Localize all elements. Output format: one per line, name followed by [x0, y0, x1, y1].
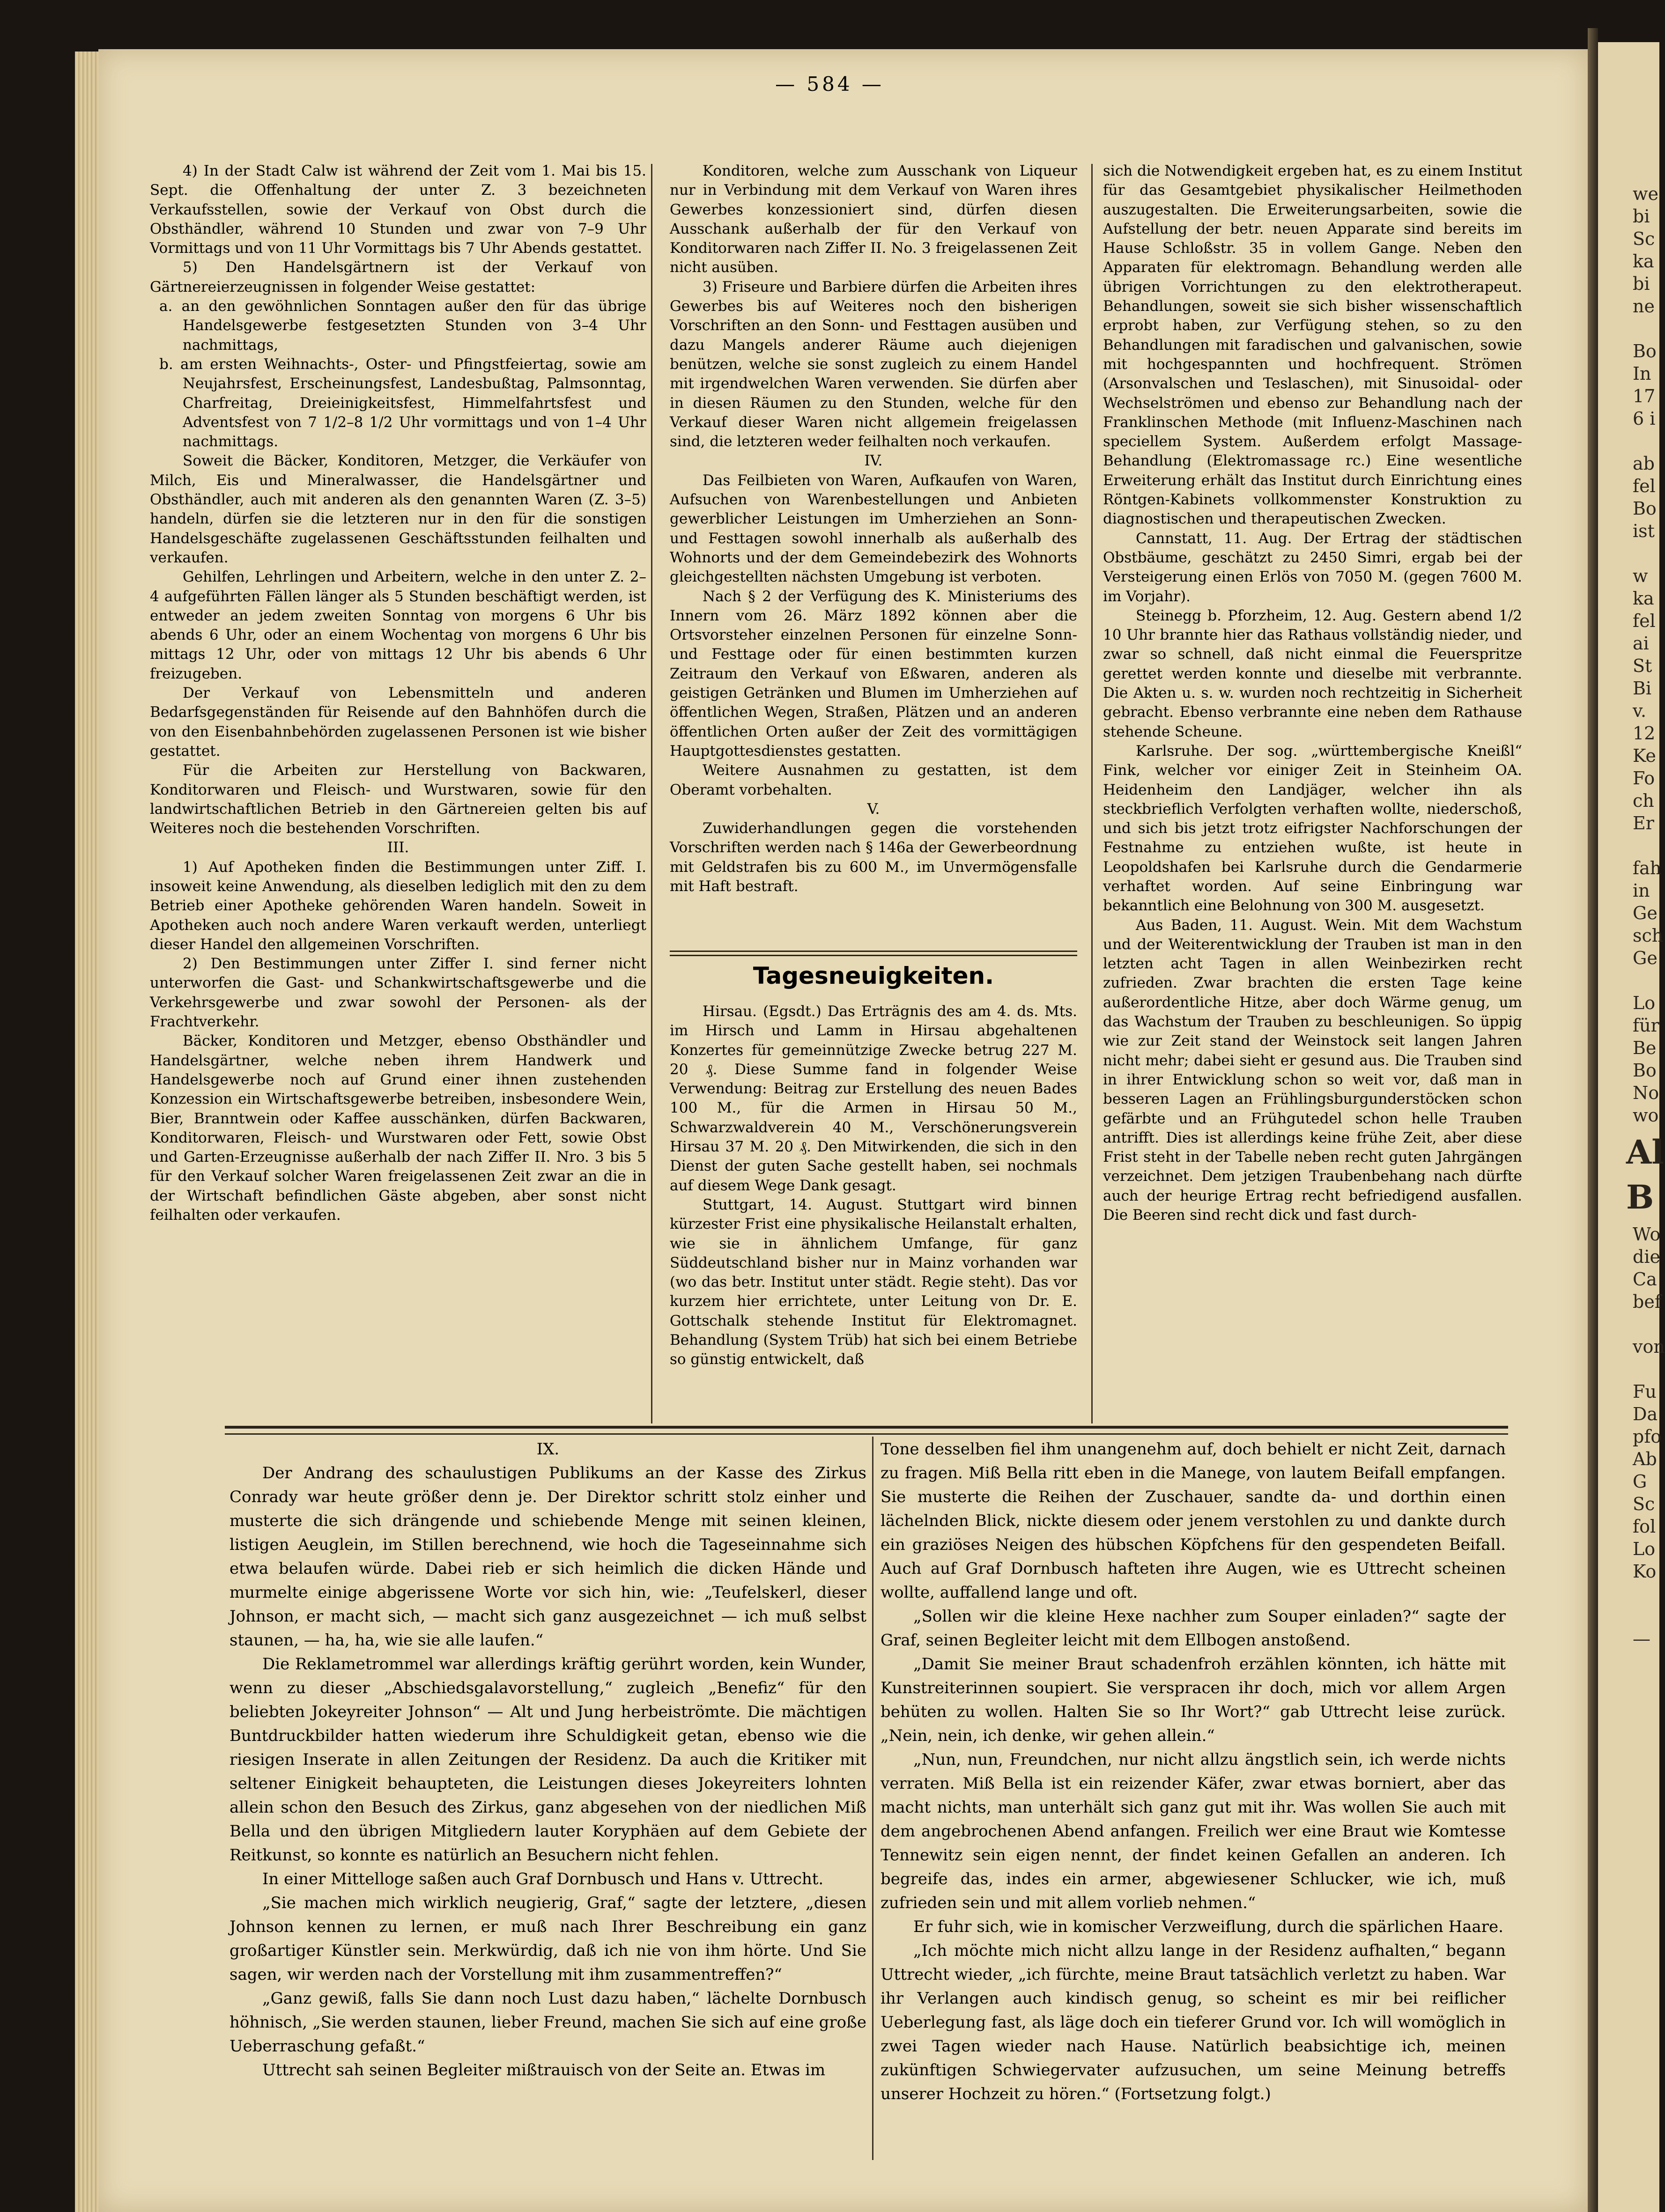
facing-page-text-fragment: we — [1633, 184, 1659, 204]
page-number: — 584 — — [775, 73, 884, 96]
facing-page-text-fragment: No — [1633, 1083, 1659, 1103]
story-paragraph: „Sollen wir die kleine Hexe nachher zum Souper einladen?“ sagte der Graf, seinen Begleiter leicht mit dem Ellbogen anstoßend. — [881, 1607, 1506, 1650]
facing-page-heading-fragment: Al — [1626, 1133, 1664, 1172]
facing-page-text-fragment: Lo — [1633, 993, 1656, 1013]
paragraph: Nach § 2 der Verfügung des K. Ministeriums des Innern vom 26. März 1892 können aber die Ortsvorsteher einzelnen Personen für einzelne Sonn- und Festtage oder für einen bestimmten kurzen Zeitraum den Verkauf von Eßwaren, anderen als geistigen Getränken und Blumen im Umherziehen auf öffentlichen Wegen, Straßen, Plätzen und an anderen öffentlichen Orten außer der Zeit des vormittägigen Hauptgottesdienstes gestatten. — [670, 588, 1077, 759]
facing-page-text-fragment: Bo — [1633, 341, 1657, 361]
article-column-3 — [1103, 162, 1522, 1421]
paragraph: 1) Auf Apotheken finden die Bestimmungen unter Ziff. I. insoweit keine Anwendung, als dieselben lediglich mit den zu dem Betrieb einer Apotheke gehörenden Waren handeln. Soweit in Apotheken auch noch andere Waren verkauft werden, unterliegt dieser Handel den allgemeinen Vorschriften. — [150, 858, 646, 953]
list-item: a. an den gewöhnlichen Sonntagen außer den für das übrige Handelsgewerbe festgesetzten Stunden von 3–4 Uhr nachmittags, — [159, 298, 646, 354]
facing-page-text-fragment: Sc — [1633, 229, 1655, 249]
story-paragraph: „Nun, nun, Freundchen, nur nicht allzu ängstlich sein, ich werde nichts verraten. Miß Bella ist ein reizender Käfer, zwar etwas borniert, aber das macht nichts, man unterhält sich ganz gut mit ihr. Was wollen Sie auch mit dem angebrochenen Abend anfangen. Freilich wer eine Braut wie Komtesse Tennewitz sein eigen nennt, der findet keinen Gefallen an anderen. Ich begreife das, indes ein armer, abgewiesener Schlucker, wie ich, muß zufrieden sein und mit allem vorlieb nehmen.“ — [881, 1750, 1506, 1912]
paragraph: Für die Arbeiten zur Herstellung von Backwaren, Konditorwaren und Fleisch- und Wurstwaren, sowie für den landwirtschaftlichen Betrieb in den Gärtnereien gelten bis auf Weiteres noch die bestehenden Vorschriften. — [150, 762, 646, 837]
section-heading: V. — [867, 800, 880, 818]
facing-page-text-fragment: Fo — [1633, 768, 1655, 789]
facing-page-text-fragment: ist — [1633, 521, 1655, 541]
facing-page-text-fragment: ch — [1633, 790, 1654, 811]
facing-page-text-fragment: fah — [1633, 858, 1662, 878]
facing-page-text-fragment: Ge — [1633, 903, 1658, 923]
paragraph: Weitere Ausnahmen zu gestatten, ist dem Oberamt vorbehalten. — [670, 762, 1077, 798]
feuilleton-rule — [225, 1426, 1508, 1435]
story-paragraph: In einer Mittelloge saßen auch Graf Dornbusch und Hans v. Uttrecht. — [262, 1870, 824, 1888]
paragraph: Konditoren, welche zum Ausschank von Liqueur nur in Verbindung mit dem Verkauf von Waren ihres Gewerbes konzessioniert sind, dürfen diesen Ausschank außerhalb der für den Verkauf von Konditorwaren nach Ziffer II. No. 3 freigelassenen Zeit nicht ausüben. — [670, 162, 1077, 276]
facing-page-text-fragment: wo — [1633, 1105, 1659, 1126]
book-spine-gutter — [1588, 28, 1598, 2212]
news-section-title: Tagesneuigkeiten. — [753, 962, 994, 989]
facing-page-text-fragment: in — [1633, 880, 1650, 901]
facing-page-text-fragment: Be — [1633, 1038, 1657, 1058]
paragraph: Bäcker, Konditoren und Metzger, ebenso Obsthändler und Handelsgärtner, welche neben ihrem Handwerk und Handelsgewerbe noch auf Grund einer ihnen zustehenden Konzession ein Wirtschaftsgewerbe betreiben, insbesondere Wein, Bier, Branntwein oder Kaffee ausschänken, dürfen Backwaren, Konditorwaren, Fleisch- und Wurstwaren oder Fett, sowie Obst und Garten-Erzeugnisse außerhalb der nach Ziffer II. Nro. 3 bis 5 für den Verkauf solcher Waren freigelassenen Zeit zwar an die in der Wirtschaft befindlichen Gäste abgeben, aber sonst nicht feilhalten oder verkaufen. — [150, 1032, 646, 1224]
article-column-2 — [670, 162, 1077, 948]
facing-page-text-fragment: Ge — [1633, 948, 1658, 968]
facing-page-text-fragment — [1598, 834, 1659, 857]
facing-page-text-fragment: ai — [1633, 633, 1649, 654]
paragraph: 2) Den Bestimmungen unter Ziffer I. sind ferner nicht unterworfen die Gast- und Schankwirtschaftsgewerbe und die Verkehrsgewerbe und zwar sowohl der Personen- als der Frachtverkehr. — [150, 955, 646, 1031]
facing-page-text-fragment: Bi — [1633, 678, 1652, 699]
facing-page-text-fragment — [1598, 969, 1659, 992]
paragraph: Zuwiderhandlungen gegen die vorstehenden Vorschriften werden nach § 146a der Gewerbeordnung mit Geldstrafen bis zu 600 M., im Unvermögensfalle mit Haft bestraft. — [670, 820, 1077, 895]
facing-page-text-fragment: Ke — [1633, 745, 1656, 766]
facing-page-text-fragment — [1598, 1358, 1659, 1380]
news-item: sich die Notwendigkeit ergeben hat, es zu einem Institut für das Gesamtgebiet physikalischer Heilmethoden auszugestalten. Die Erweiterungsarbeiten, sowie die Aufstellung der betr. neuen Apparate sind bereits im Hause Schloßstr. 35 in vollem Gange. Neben den Apparaten für elektromagn. Behandlung werden alle übrigen Vorrichtungen zu den elektrotherapeut. Behandlungen, soweit sie sich bisher wissenschaftlich erprobt haben, zur Verfügung stehen, so zu den Behandlungen mit faradischen und galvanischen, sowie mit hochgespannten und hochfrequent. Strömen (Arsonvalschen und Teslaschen), mit Sinusoidal- oder Wechselströmen und ebenso zur Behandlung nach der Franklinschen Methode (mit Influenz-Maschinen nach speciellem System. Außerdem erfolgt Massage-Behandlung (Elektromassage rc.) Eine wesentliche Erweiterung erhält das Institut durch Einrichtung eines Röntgen-Kabinets vollkommenster Konstruktion zu diagnostischen und therapeutischen Zwecken. — [1103, 162, 1522, 528]
facing-page-text-fragment: Sc — [1633, 1494, 1655, 1514]
facing-page-text-fragment: Da — [1633, 1404, 1658, 1424]
news-item: Stuttgart, 14. August. Stuttgart wird binnen kürzester Frist eine physikalische Heilanstalt erhalten, wie sie in ähnlichem Umfange, für ganz Süddeutschland bisher nur in Mainz vorhanden war (wo das betr. Institut unter städt. Regie steht). Das vor kurzem hier errichtete, unter Leitung von Dr. E. Gottschalk stehende Institut für Elektromagnet. Behandlung (System Trüb) hat sich bei einem Betriebe so günstig entwickelt, daß — [670, 1196, 1077, 1368]
facing-page-text-fragment — [1598, 542, 1659, 565]
story-paragraph: „Damit Sie meiner Braut schadenfroh erzählen könnten, ich hätte mit Kunstreiterinnen soupiert. Sie verspracen ihr doch, mich vor allem Argen behüten zu wollen. Halten Sie so Ihr Wort?“ gab Uttrecht leise zurück. „Nein, nein, ich denke, wir gehen allein.“ — [881, 1655, 1506, 1745]
article-column-1 — [150, 162, 646, 1351]
story-paragraph: Der Andrang des schaulustigen Publikums an der Kasse des Zirkus Conrady war heute größer denn je. Der Direktor schritt stolz einher und musterte die sich drängende und schiebende Menge mit seinen kleinen, listigen Aeuglein, im Stillen berechnend, wie hoch die Tageseinnahme sich etwa belaufen würde. Dabei rieb er sich heimlich die dicken Hände und murmelte einige abgerissene Worte vor sich hin, wie: „Teufelskerl, dieser Johnson, er macht sich, — macht sich ganz ausgezeichnet — ich muß selbst staunen, — ha, ha, wie sie alle laufen.“ — [229, 1464, 866, 1650]
facing-page-text-fragment — [1598, 430, 1659, 452]
facing-page-text-fragment: bi — [1633, 206, 1650, 227]
facing-page-text-fragment: ka — [1633, 588, 1654, 609]
facing-page-text-fragment: 17 — [1633, 386, 1656, 406]
facing-page-text-fragment — [1598, 1583, 1659, 1605]
facing-page-text-fragment: Er — [1633, 813, 1654, 833]
story-paragraph: Er fuhr sich, wie in komischer Verzweiflung, durch die spärlichen Haare. — [913, 1917, 1503, 1936]
paragraph: 4) In der Stadt Calw ist während der Zeit vom 1. Mai bis 15. Sept. die Offenhaltung der unter Z. 3 bezeichneten Verkaufsstellen, sowie der Verkauf von Obst durch die Obsthändler, während 10 Stunden und zwar von 7–9 Uhr Vormittags und von 11 Uhr Vormittags bis 7 Uhr Abends gestattet. — [150, 162, 646, 257]
facing-page-text-fragment: fel — [1633, 476, 1656, 496]
feuilleton-column-left — [229, 1438, 866, 2159]
facing-page-text-fragment: v. — [1633, 700, 1647, 721]
facing-page-text-fragment: ab — [1633, 453, 1655, 474]
news-item: Steinegg b. Pforzheim, 12. Aug. Gestern abend 1/2 10 Uhr brannte hier das Rathaus vollständig nieder, und zwar so schnell, daß nicht einmal die Feuerspritze gerettet werden konnte und dieselbe mit verbrannte. Die Akten u. s. w. wurden noch rechtzeitig in Sicherheit gebracht. Ebenso verbrannte eine neben dem Rathause stehende Scheune. — [1103, 607, 1522, 740]
story-paragraph: „Ganz gewiß, falls Sie dann noch Lust dazu haben,“ lächelte Dornbusch höhnisch, „Sie werden staunen, lieber Freund, machen Sie sich auf eine große Ueberraschung gefaßt.“ — [229, 1989, 866, 2056]
facing-page-text-fragment: Ko — [1633, 1561, 1657, 1582]
facing-page-margin — [1598, 42, 1659, 183]
facing-page-text-fragment: bef — [1633, 1291, 1661, 1312]
facing-page-fragment — [1598, 42, 1665, 2212]
story-paragraph: Uttrecht sah seinen Begleiter mißtrauisch von der Seite an. Etwas im — [262, 2061, 826, 2079]
facing-page-text-fragment: w — [1633, 566, 1648, 586]
facing-page-text-fragment: sch — [1633, 925, 1664, 946]
facing-page-text-fragment: Ca — [1633, 1269, 1657, 1290]
story-paragraph: Tone desselben fiel ihm unangenehm auf, doch behielt er nicht Zeit, darnach zu fragen. Miß Bella ritt eben in die Manege, von lautem Beifall empfangen. Sie musterte die Reihen der Zuschauer, sandte da- und dorthin einen lächelnden Blick, nickte diesem oder jenem verstohlen zu und dankte durch ein graziöses Neigen des hübschen Köpfchens für den gespendeten Beifall. Auch auf Graf Dornbusch hafteten ihre Augen, wie es Uttrecht scheinen wollte, auffallend lange und oft. — [881, 1440, 1506, 1602]
column-divider — [651, 164, 652, 1423]
facing-page-text-fragment: fel — [1633, 611, 1656, 631]
facing-page-text-fragment: fol — [1633, 1516, 1656, 1537]
facing-page-text-fragment: Lo — [1633, 1539, 1656, 1559]
section-heading: III. — [387, 839, 409, 856]
facing-page-text-fragment: bi — [1633, 273, 1650, 294]
chapter-heading: IX. — [536, 1440, 560, 1459]
paragraph: 5) Den Handelsgärtnern ist der Verkauf von Gärtnereierzeugnissen in folgender Weise gestattet: — [150, 259, 646, 295]
news-item: Karlsruhe. Der sog. „württembergische Kneißl“ Fink, welcher vor einiger Zeit in Steinheim OA. Heidenheim den Landjäger, welcher ihn als steckbrieflich Verfolgten verhaften wollte, niederschoß, und sich bis jetzt trotz eifrigster Nachforschungen der Festnahme zu entziehen wußte, ist heute in Leopoldshafen bei Karlsruhe durch die Gendarmerie verhaftet worden. Auf seine Einbringung war bekanntlich eine Belohnung von 300 M. ausgesetzt. — [1103, 742, 1522, 914]
facing-page-text-fragment: für — [1633, 1015, 1659, 1036]
facing-page-text-fragment: ka — [1633, 251, 1654, 272]
facing-page-text-fragment: Bo — [1633, 498, 1657, 519]
facing-page-text-fragment — [1598, 1605, 1659, 1628]
facing-page-text-fragment: 12 — [1633, 723, 1656, 744]
stacked-page-edges — [75, 52, 101, 2212]
column-divider — [1091, 164, 1093, 1423]
paragraph: Der Verkauf von Lebensmitteln und anderen Bedarfsgegenständen für Reisende auf den Bahnhöfen durch die von den Eisenbahnbehörden zugelassenen Personen ist wie bisher gestattet. — [150, 685, 646, 759]
facing-page-text-fragment: Bo — [1633, 1060, 1657, 1081]
facing-page-heading-fragment: B — [1626, 1178, 1654, 1217]
facing-page-text-fragment — [1598, 1313, 1659, 1335]
facing-page-text-fragment: G — [1633, 1471, 1647, 1492]
story-paragraph: „Sie machen mich wirklich neugierig, Graf,“ sagte der letztere, „diesen Johnson kennen zu lernen, er muß nach Ihrer Beschreibung ein ganz großartiger Künstler sein. Merkwürdig, daß ich nie von ihm hörte. Und Sie sagen, wir werden nach der Vorstellung mit ihm zusammentreffen?“ — [229, 1894, 866, 1984]
facing-page-text-fragment: St — [1633, 656, 1652, 676]
facing-page-text-fragment: von — [1633, 1336, 1665, 1357]
paragraph: Gehilfen, Lehrlingen und Arbeitern, welche in den unter Z. 2–4 aufgeführten Fällen länger als 5 Stunden beschäftigt werden, ist entweder an jedem zweiten Sonntag von morgens 6 Uhr bis abends 6 Uhr, oder an einem Wochentag von morgens 6 Uhr bis mittags 12 Uhr, oder von mittags 12 Uhr bis abends 6 Uhr freizugeben. — [150, 568, 646, 682]
facing-page-text-fragment: Ab — [1633, 1449, 1657, 1469]
paragraph: Soweit die Bäcker, Konditoren, Metzger, die Verkäufer von Milch, Eis und Mineralwasser, die Handelsgärtner und Obsthändler, auch mit anderen als den genannten Waren (Z. 3–5) handeln, dürfen sie die letzteren nur in den für die sonstigen Handelsgeschäfte zugelassenen Geschäftsstunden feilhalten und verkaufen. — [150, 452, 646, 566]
feuilleton-column-right — [881, 1438, 1506, 2159]
list-item: b. am ersten Weihnachts-, Oster- und Pfingstfeiertag, sowie am Neujahrsfest, Erscheinungsfest, Landesbußtag, Palmsonntag, Charfreitag, Dreieinigkeitsfest, Himmelfahrtsfest und Adventsfest von 7 1/2–8 1/2 Uhr vormittags und von 1–4 Uhr nachmittags. — [159, 355, 646, 450]
section-rule — [670, 951, 1077, 956]
story-paragraph: „Ich möchte mich nicht allzu lange in der Residenz aufhalten,“ begann Uttrecht wieder, „ich fürchte, meine Braut tatsächlich verletzt zu haben. War ihr Verlangen auch kindisch genug, so scheint es mir bei reiflicher Ueberlegung fast, als läge doch ein tieferer Grund vor. Ich will womöglich in zwei Tagen wieder nach Hause. Natürlich beabsichtige ich, meinen zukünftigen Schwiegervater aufzusuchen, um seine Meinung betreffs unserer Hochzeit zu hören.“ (Fortsetzung folgt.) — [881, 1941, 1506, 2103]
facing-page-text-fragment: ne — [1633, 296, 1655, 317]
facing-page-text-fragment: die — [1633, 1246, 1660, 1267]
facing-page-text-fragment: Fu — [1633, 1381, 1657, 1402]
facing-page-text-fragment: 6 i — [1633, 408, 1656, 429]
facing-page-text-fragment: In — [1633, 363, 1651, 384]
facing-page-text-fragment — [1598, 317, 1659, 340]
news-column — [670, 1002, 1077, 1423]
news-item: Aus Baden, 11. August. Wein. Mit dem Wachstum und der Weiterentwicklung der Trauben ist man in den letzten acht Tagen in allen Weinbezirken recht zufrieden. Zwar brachten die ersten Tage keine außerordentliche Hitze, aber doch Wärme genug, um das Wachstum der Trauben zu beschleunigen. So üppig wie zur Zeit stand der Weinstock seit langen Jahren nicht mehr; dabei sieht er gesund aus. Die Trauben sind in ihrer Entwicklung schon so weit vor, daß man in besseren Lagen an Frühlingsburgunderstöcken schon gefärbte und an Frühgutedel schon helle Trauben antrifft. Dies ist allerdings keine frühe Zeit, aber diese Frist steht in der Tabelle neben recht guten Jahrgängen verzeichnet. Dem jetzigen Traubenbehang nach dürfte auch der heurige Ertrag recht befriedigend ausfallen. Die Beeren sind recht dick und fast durch- — [1103, 916, 1522, 1224]
story-paragraph: Die Reklametrommel war allerdings kräftig gerührt worden, kein Wunder, wenn zu dieser „Abschiedsgalavorstellung,“ zugleich „Benefiz“ für den beliebten Jokeyreiter Johnson“ — Alt und Jung herbeiströmte. Die mächtigen Buntdruckbilder hatten wiederum ihre Schuldigkeit getan, ebenso wie die riesigen Inserate in allen Zeitungen der Residenz. Da auch die Kritiker mit seltener Einigkeit behaupteten, die Leistungen dieses Jokeyreiters lohnten allein schon den Besuch des Zirkus, ganz abgesehen von der niedlichen Miß Bella und den übrigen Mitgliedern lauter Koryphäen auf dem Gebiete der Reitkunst, so konnte es natürlich an Besuchern nicht fehlen. — [229, 1655, 866, 1865]
section-heading: IV. — [864, 452, 883, 470]
facing-page-text-fragment: — — [1633, 1629, 1650, 1649]
facing-page-text-fragment: pfo — [1633, 1426, 1662, 1447]
paragraph: Das Feilbieten von Waren, Aufkaufen von Waren, Aufsuchen von Warenbestellungen und Anbieten gewerblicher Leistungen im Umherziehen an Sonn- und Festtagen sowohl innerhalb als außerhalb des Wohnorts und der dem Gemeindebezirk des Wohnorts gleichgestellten nächsten Umgebung ist verboten. — [670, 472, 1077, 586]
news-item: Hirsau. (Egsdt.) Das Erträgnis des am 4. ds. Mts. im Hirsch und Lamm in Hirsau abgehaltenen Konzertes für gemeinnützige Zwecke betrug 227 M. 20 ₰. Diese Summe fand in folgender Weise Verwendung: Beitrag zur Erstellung des neuen Bades 100 M., für die Armen in Hirsau 50 M., Schwarzwaldverein 40 M., Verschönerungsverein Hirsau 37 M. 20 ₰. Den Mitwirkenden, die sich in den Dienst der guten Sache gestellt haben, sei nochmals auf diesem Wege Dank gesagt. — [670, 1003, 1077, 1194]
facing-page-text-fragment: Wo — [1633, 1224, 1661, 1245]
paragraph: 3) Friseure und Barbiere dürfen die Arbeiten ihres Gewerbes bis auf Weiteres noch den bisherigen Vorschriften an den Sonn- und Festtagen ausüben und dazu Mangels anderer Räume auch diejenigen benützen, welche sie sonst zugleich zu einem Handel mit irgendwelchen Waren verwenden. Sie dürfen aber in diesen Räumen zu den Stunden, welche für den Verkauf dieser Waren nicht allgemein freigelassen sind, die letzteren weder feilhalten noch verkaufen. — [670, 278, 1077, 450]
news-item: Cannstatt, 11. Aug. Der Ertrag der städtischen Obstbäume, geschätzt zu 2450 Simri, ergab bei der Versteigerung einen Erlös von 7050 M. (gegen 7600 M. im Vorjahr). — [1103, 530, 1522, 605]
column-divider — [872, 1437, 873, 2160]
